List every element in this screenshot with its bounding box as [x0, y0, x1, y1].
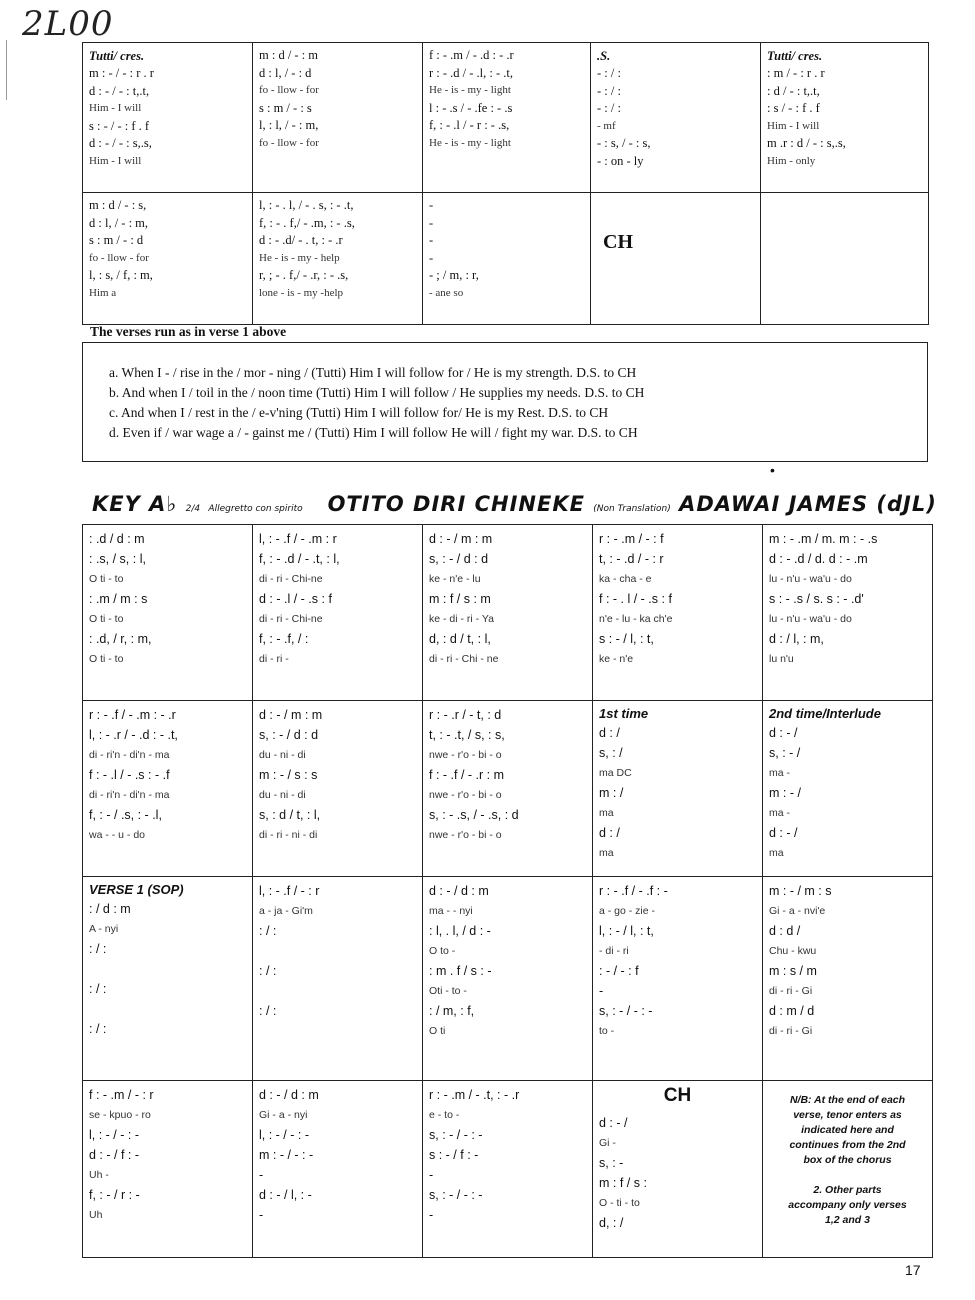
bottom-grid-cell — [593, 877, 763, 1081]
lyric-line: e - to - — [429, 1109, 460, 1121]
solfa-line — [259, 941, 416, 961]
solfa-line: - : / : — [597, 101, 621, 115]
song-title-line — [92, 492, 937, 516]
solfa-line: d : - / m : m — [429, 532, 493, 546]
lyric-line: A - nyi — [89, 923, 119, 935]
lyric-line: O ti - to — [89, 653, 124, 665]
solfa-line: t, : - .d / - : r — [599, 552, 664, 566]
solfa-line: d : - .d/ - . t, : - .r — [259, 233, 343, 247]
solfa-line: s, : - — [599, 1156, 624, 1170]
lyric-line: di - ri - ni - di — [259, 829, 318, 841]
solfa-line: s, : / — [599, 746, 623, 760]
lyric-line: ma DC — [599, 767, 632, 779]
note-line: indicated here and — [801, 1124, 894, 1136]
solfa-line: d : / — [599, 726, 620, 740]
bottom-grid-cell — [83, 877, 253, 1081]
solfa-line: m : - / — [769, 786, 801, 800]
lyric-line: ka - cha - e — [599, 573, 652, 585]
solfa-line: s : - .s / s. s : - .d' — [769, 592, 864, 606]
solfa-line: d : - / — [769, 726, 798, 740]
lyric-line: Gi - — [599, 1137, 616, 1149]
solfa-line: r : - .r / - t, : d — [429, 708, 502, 722]
lyric-line: O - ti - to — [599, 1197, 640, 1209]
solfa-line: - — [429, 1208, 434, 1222]
bottom-grid-cell — [593, 701, 763, 877]
lyric-line: nwe - r'o - bi - o — [429, 749, 502, 761]
solfa-line: - — [429, 250, 434, 265]
lyric-line: ma - — [769, 767, 790, 779]
solfa-line: m : - / s : s — [259, 768, 318, 782]
solfa-line: f, : - / .s, : - .l, — [89, 808, 162, 822]
solfa-line: m : d / - : m — [259, 48, 319, 62]
lyric-line: ma — [599, 807, 614, 819]
lyric-line: lu - n'u - wa'u - do — [769, 573, 852, 585]
solfa-line: - — [599, 984, 604, 998]
bottom-grid-cell — [253, 877, 423, 1081]
bottom-grid-cell — [83, 525, 253, 701]
solfa-line: s, : - / — [769, 746, 801, 760]
lyric-line: Chu - kwu — [769, 945, 817, 957]
solfa-line: - — [429, 1168, 434, 1182]
top-grid-row — [83, 193, 929, 325]
lyric-line: nwe - r'o - bi - o — [429, 829, 502, 841]
top-grid-cell — [423, 193, 591, 325]
solfa-line: d : - / d : m — [259, 1088, 319, 1102]
lyric-line: di - ri - Gi — [769, 1025, 813, 1037]
lyric-line: ma - - nyi — [429, 905, 473, 917]
bottom-grid-cell — [593, 525, 763, 701]
solfa-line: : / m, : f, — [429, 1004, 475, 1018]
bottom-grid-cell — [423, 701, 593, 877]
solfa-line: - — [429, 233, 434, 247]
solfa-line: d : - / - : s,.s, — [89, 136, 152, 150]
top-grid-cell — [591, 43, 761, 193]
top-grid-cell — [83, 193, 253, 325]
lyric-line: - mf — [597, 119, 616, 132]
bottom-music-grid — [82, 524, 933, 1258]
solfa-line: d : - / - : t,.t, — [89, 83, 150, 98]
lyric-line: di - ri - Chi - ne — [429, 653, 499, 665]
lyric-line: lone - is - my -help — [259, 286, 344, 299]
solfa-line: : s / - : f . f — [767, 101, 820, 115]
lyric-line: se - kpuo - ro — [89, 1109, 151, 1121]
solfa-line: - ; / m, : r, — [429, 268, 479, 282]
solfa-line: d, : / — [599, 1216, 624, 1230]
solfa-line: d : - .d / d. d : - .m — [769, 552, 868, 566]
bottom-grid-row — [83, 701, 933, 877]
solfa-line: m : - .m / m. m : - .s — [769, 532, 878, 546]
lyric-line: Him - only — [767, 154, 816, 167]
solfa-line: l, : - / - : - — [259, 1128, 309, 1142]
lyric-line: du - ni - di — [259, 789, 306, 801]
note-line — [769, 1168, 926, 1183]
solfa-line: m : d / - : s, — [89, 198, 147, 212]
solfa-line: s, : - / - : - — [599, 1004, 653, 1018]
lyric-line: di - ri - Gi — [769, 985, 813, 997]
solfa-line: s : - / f : - — [429, 1148, 479, 1162]
solfa-line: s : - / l, : t, — [599, 632, 654, 646]
solfa-line: m : - / - : r . r — [89, 66, 154, 80]
verse-line: d. Even if / war wage a / - gainst me / (Tutti) Him I will follow He will / fight my war. D.S. to CH — [109, 425, 638, 440]
bottom-grid-cell — [763, 877, 933, 1081]
lyric-line: He - is - my - light — [429, 84, 511, 96]
lyric-line: du - ni - di — [259, 749, 306, 761]
lyric-line: Gi - a - nyi — [259, 1109, 308, 1121]
solfa-line: l, : - .f / - .m : r — [259, 532, 337, 546]
note-line: 1,2 and 3 — [825, 1214, 870, 1226]
verse-line: b. And when I / toil in the / noon time (Tutti) Him I will follow / He supplies my needs. D.S. to CH — [109, 385, 645, 400]
lyric-line: to - — [599, 1025, 615, 1037]
solfa-line: - : / : — [597, 83, 621, 98]
solfa-line: d : - / — [769, 826, 798, 840]
solfa-line: d : l, / - : d — [259, 65, 312, 80]
bottom-grid-cell — [593, 1081, 763, 1258]
solfa-line: f, : - .f, / : — [259, 632, 309, 646]
solfa-line: r : - .m / - .t, : - .r — [429, 1088, 520, 1102]
solfa-line: l, : - .f / - : r — [259, 884, 320, 898]
left-edge-mark — [6, 40, 7, 100]
key-label: KEY A♭ — [92, 492, 178, 516]
solfa-line: f : - .f / - .r : m — [429, 768, 504, 782]
solfa-line — [89, 959, 246, 979]
lyric-line: He - is - my - light — [429, 136, 511, 149]
lyric-line: - di - ri — [599, 945, 629, 957]
cell-heading: .S. — [597, 49, 611, 63]
lyric-line: ma — [599, 847, 614, 859]
solfa-line: d : d / — [769, 924, 801, 938]
lyric-line: ke - n'e - lu — [429, 573, 481, 585]
solfa-line: m .r : d / - : s,.s, — [767, 136, 846, 150]
solfa-line: : .m / m : s — [89, 592, 148, 606]
solfa-line: s, : d / t, : l, — [259, 808, 321, 822]
solfa-line: : / : — [89, 1022, 107, 1036]
bottom-grid-cell — [763, 1081, 933, 1258]
lyric-line: di - ri'n - di'n - ma — [89, 789, 170, 801]
solfa-line: : .d, / r, : m, — [89, 632, 152, 646]
lyric-line: di - ri - Chi-ne — [259, 573, 323, 585]
top-grid-cell — [423, 43, 591, 193]
solfa-line: l, : l, / - : m, — [259, 118, 319, 132]
solfa-line: s, : - .s, / - .s, : d — [429, 808, 519, 822]
bottom-grid-row — [83, 1081, 933, 1258]
lyric-line: He - is - my - help — [259, 251, 340, 264]
solfa-line: m : - / m : s — [769, 884, 832, 898]
top-grid-cell — [253, 43, 423, 193]
lyric-line: ke - n'e — [599, 653, 634, 665]
solfa-line: - — [259, 1168, 264, 1182]
bottom-grid-cell — [253, 1081, 423, 1258]
lyric-line: di - ri - Chi-ne — [259, 613, 323, 625]
solfa-line: - — [429, 198, 434, 212]
solfa-line: s, : - / - : - — [429, 1188, 483, 1202]
solfa-line: m : f / s : m — [429, 592, 491, 606]
cell-heading: VERSE 1 (SOP) — [89, 882, 184, 897]
cell-heading: Tutti/ cres. — [767, 49, 823, 63]
solfa-line: : .d / d : m — [89, 532, 145, 546]
lyric-line: di - ri'n - di'n - ma — [89, 749, 170, 761]
lyric-line: Him - I will — [89, 102, 142, 114]
top-grid-cell — [761, 43, 929, 193]
tempo-marking: Allegretto con spirito — [208, 504, 303, 514]
lyric-line: fo - llow - for — [259, 136, 319, 149]
solfa-line: d : - / d : m — [429, 884, 489, 898]
verses-note: The verses run as in verse 1 above — [90, 324, 287, 339]
handwritten-margin-note: 2L00 — [22, 4, 114, 44]
note-line: verse, tenor enters as — [793, 1109, 902, 1121]
solfa-line: l, : - / - : - — [89, 1128, 139, 1142]
composer-name: ADAWAI JAMES (dJL) — [679, 492, 937, 516]
solfa-line: - : s, / - : s, — [597, 136, 651, 150]
solfa-line: - — [429, 215, 434, 230]
solfa-line: d : - / m : m — [259, 708, 323, 722]
bottom-grid-row — [83, 525, 933, 701]
solfa-line: d : - .l / - .s : f — [259, 592, 332, 606]
solfa-line: m : / — [599, 786, 624, 800]
solfa-line: r : - .m / - : f — [599, 532, 664, 546]
solfa-line: f : - . l / - .s : f — [599, 592, 672, 606]
lyric-line: O ti — [429, 1025, 446, 1037]
stray-dot-mark: • — [770, 462, 775, 478]
solfa-line: : d / - : t,.t, — [767, 83, 820, 98]
cell-heading: Tutti/ cres. — [89, 49, 145, 63]
solfa-line: : m / - : r . r — [767, 66, 825, 80]
solfa-line: f : - .m / - .d : - .r — [429, 48, 514, 62]
song-title: OTITO DIRI CHINEKE — [327, 492, 585, 516]
solfa-line: f, : - / r : - — [89, 1188, 140, 1202]
lyric-line: O ti - to — [89, 613, 124, 625]
cell-heading: 1st time — [599, 706, 649, 721]
solfa-line: f : - .m / - : r — [89, 1088, 154, 1102]
cell-heading: 2nd time/Interlude — [769, 706, 881, 721]
note-line: continues from the 2nd — [789, 1139, 906, 1151]
bottom-grid-cell — [763, 525, 933, 701]
cell-heading: CH — [663, 1085, 692, 1106]
solfa-line: s, : - / d : d — [259, 728, 319, 742]
bottom-grid-cell — [423, 877, 593, 1081]
note-line: accompany only verses — [788, 1199, 907, 1211]
top-music-grid — [82, 42, 929, 325]
solfa-line: r : - .f / - .f : - — [599, 884, 668, 898]
lyric-line: nwe - r'o - bi - o — [429, 789, 502, 801]
lyric-line: Uh — [89, 1209, 103, 1221]
solfa-line: f, : - .d / - .t, : l, — [259, 552, 340, 566]
verse-line: a. When I - / rise in the / mor - ning / (Tutti) Him I will follow for / He is my strength. D.S. to CH — [109, 365, 637, 380]
lyric-line: fo - llow - for — [259, 84, 319, 96]
solfa-line: r : - .f / - .m : - .r — [89, 708, 176, 722]
solfa-line: d : - / l, : - — [259, 1188, 312, 1202]
solfa-line: d : l, / - : m, — [89, 215, 149, 230]
solfa-line: m : s / m — [769, 964, 817, 978]
solfa-line: f : - .l / - .s : - .f — [89, 768, 170, 782]
solfa-line: m : - / - : - — [259, 1148, 314, 1162]
lyric-line: Him - I will — [89, 154, 142, 167]
top-grid-row — [83, 43, 929, 193]
solfa-line: d : - / — [599, 1116, 628, 1130]
lyric-line: Him a — [89, 286, 117, 299]
solfa-line: : / : — [89, 942, 107, 956]
note-line: box of the chorus — [803, 1154, 892, 1166]
solfa-line: - : / : — [597, 66, 621, 80]
solfa-line: l, : s, / f, : m, — [89, 268, 153, 282]
verse-box — [82, 342, 928, 462]
verse-line: c. And when I / rest in the / e-v'ning (Tutti) Him I will follow for/ He is my Rest. D.S. to CH — [109, 405, 609, 420]
lyric-line: ma - — [769, 807, 790, 819]
lyric-line: ke - di - ri - Ya — [429, 613, 494, 625]
lyric-line: Uh - — [89, 1169, 109, 1181]
solfa-line: t, : - .t, / s, : s, — [429, 728, 505, 742]
lyric-line: di - ri - — [259, 653, 289, 665]
solfa-line: - : on - ly — [597, 153, 644, 168]
solfa-line: : .s, / s, : l, — [89, 552, 146, 566]
bottom-grid-cell — [253, 525, 423, 701]
translation-note: (Non Translation) — [593, 504, 671, 514]
solfa-line: f, : - .l / - r : - .s, — [429, 118, 510, 132]
solfa-line — [259, 981, 416, 1001]
solfa-line: l, : - .r / - .d : - .t, — [89, 728, 178, 742]
top-grid-cell — [761, 193, 929, 325]
bottom-grid-cell — [423, 525, 593, 701]
lyric-line: lu n'u — [769, 653, 794, 665]
lyric-line: O to - — [429, 945, 456, 957]
lyric-line: O ti - to — [89, 573, 124, 585]
solfa-line: l : - .s / - .fe : - .s — [429, 100, 513, 115]
solfa-line: d : - / f : - — [89, 1148, 140, 1162]
solfa-line — [89, 999, 246, 1019]
performance-note — [769, 1093, 926, 1228]
top-grid-cell — [591, 193, 761, 325]
solfa-line — [599, 1233, 756, 1253]
lyric-line: Gi - a - nvi'e — [769, 905, 826, 917]
solfa-line: : m . f / s : - — [429, 964, 492, 978]
note-line: 2. Other parts — [813, 1184, 882, 1196]
lyric-line: ma — [769, 847, 784, 859]
lyric-line: lu - n'u - wa'u - do — [769, 613, 852, 625]
lyric-line: Him - I will — [767, 119, 820, 132]
top-grid-cell — [83, 43, 253, 193]
solfa-line: : - / - : f — [599, 964, 639, 978]
top-grid-cell — [253, 193, 423, 325]
lyric-line: n'e - lu - ka ch'e — [599, 613, 673, 625]
solfa-line: s : m / - : d — [89, 233, 144, 247]
solfa-line: l, : - / l, : t, — [599, 924, 654, 938]
bottom-grid-cell — [763, 701, 933, 877]
page-number: 17 — [905, 1262, 921, 1278]
solfa-line: f, : - . f,/ - .m, : - .s, — [259, 215, 355, 230]
solfa-line: : / : — [89, 982, 107, 996]
solfa-line: l, : - . l, / - . s, : - .t, — [259, 198, 354, 212]
time-signature: 2/4 — [185, 504, 201, 514]
lyric-line: wa - - u - do — [89, 829, 146, 841]
solfa-line: d : / l, : m, — [769, 632, 824, 646]
chorus-marker: CH — [603, 231, 633, 253]
lyric-line: Oti - to - — [429, 985, 467, 997]
lyric-line: fo - llow - for — [89, 251, 149, 264]
solfa-line: : / d : m — [89, 902, 131, 916]
bottom-grid-cell — [253, 701, 423, 877]
solfa-line: d : m / d — [769, 1004, 815, 1018]
solfa-line: : / : — [259, 964, 277, 978]
note-line: N/B: At the end of each — [789, 1094, 906, 1106]
solfa-line: s : - / - : f . f — [89, 118, 150, 133]
solfa-line: s : m / - : s — [259, 100, 312, 115]
lyric-line: a - go - zie - — [599, 905, 656, 917]
solfa-line: d : / — [599, 826, 620, 840]
solfa-line: s, : - / d : d — [429, 552, 489, 566]
bottom-grid-cell — [83, 1081, 253, 1258]
bottom-grid-row — [83, 877, 933, 1081]
lyric-line: - ane so — [429, 286, 464, 299]
solfa-line: : l, . l, / d : - — [429, 924, 491, 938]
solfa-line: r : - .d / - .l, : - .t, — [429, 65, 514, 80]
lyric-line: a - ja - Gi'm — [259, 905, 313, 917]
bottom-grid-cell — [83, 701, 253, 877]
bottom-grid-cell — [423, 1081, 593, 1258]
solfa-line: s, : - / - : - — [429, 1128, 483, 1142]
solfa-line: m : f / s : — [599, 1176, 647, 1190]
solfa-line: : / : — [259, 924, 277, 938]
solfa-line: d, : d / t, : l, — [429, 632, 491, 646]
solfa-line: - — [259, 1208, 264, 1222]
solfa-line: r, ; - . f,/ - .r, : - .s, — [259, 268, 349, 282]
solfa-line: : / : — [259, 1004, 277, 1018]
